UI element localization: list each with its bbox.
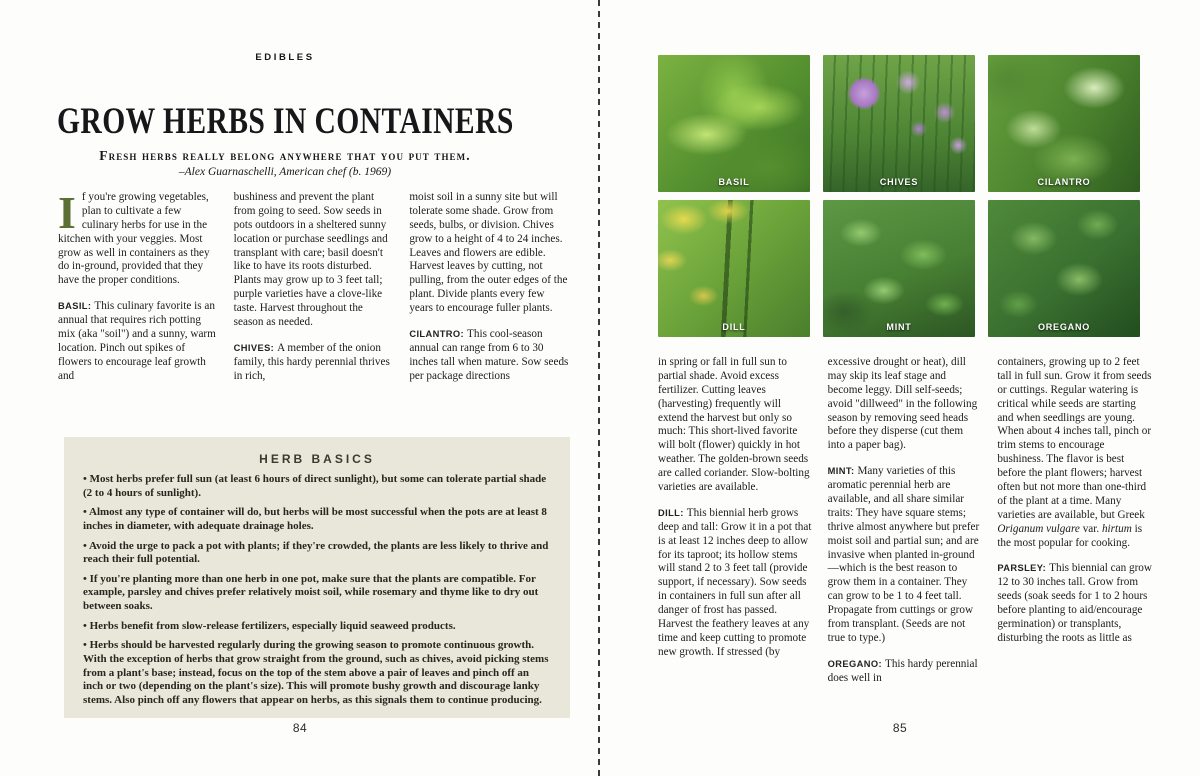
herb-name-label: MINT: <box>827 466 858 477</box>
text-run: in spring or fall in full sun to partial shade. Avoid excess fertilizer. Cutting leaves (harvesting) frequently will extend the harvest but only so much: This short-lived favorite will bolt (flower) quickly in hot weather. The golden-brown seeds are called coriander. Slow-bolting varieties are available. <box>658 356 810 494</box>
italic-text-run: Origanum vulgare <box>997 522 1080 535</box>
herb-basics-list <box>83 473 551 707</box>
text-run: containers, growing up to 2 feet tall in full sun. Grow it from seeds or cuttings. Regular watering is critical while seeds are starting and when seedlings are young. When about 4 inches tall, pinch or trim stems to encourage bushiness. The flavor is best before the plant flowers; harvest often but not more than one-third of the plant at a time. Many varieties are available, but Greek <box>997 356 1152 521</box>
text-run: excessive drought or heat), dill may skip its leaf stage and become leggy. Dill self-seeds; avoid "dillweed" in the following season by removing seed heads before they disperse (cut them into a paper bag). <box>827 356 978 452</box>
body-paragraph <box>997 356 1152 550</box>
photo-caption-label: OREGANO <box>1037 322 1091 332</box>
body-paragraph <box>234 191 395 330</box>
text-column <box>997 356 1152 720</box>
herb-entry-paragraph <box>997 562 1152 645</box>
herb-entry-paragraph <box>658 507 813 660</box>
herb-entry-paragraph <box>828 658 983 686</box>
photo-caption-label: CILANTRO <box>1037 177 1091 187</box>
text-run: This biennial can grow 12 to 30 inches tall. Grow from seeds (soak seeds for 1 to 2 hours before planting to aid/encourage germination) or transplants, disturbing the roots as little as <box>997 562 1152 644</box>
herb-photo-oregano <box>988 200 1140 337</box>
section-kicker: EDIBLES <box>255 52 315 63</box>
herb-entry-paragraph <box>234 342 395 384</box>
herb-basics-bullet: • Avoid the urge to pack a pot with plants; if they're crowded, the plants are less likely to thrive and reach their full potential. <box>83 540 551 567</box>
herb-photo-mint <box>823 200 975 337</box>
body-paragraph <box>409 191 570 316</box>
photo-caption-label: MINT <box>886 322 912 332</box>
text-run: This biennial herb grows deep and tall: Grow it in a pot that is at least 12 inches deep to allow for its taproot; its hollow stems will stand 2 to 3 feet tall (provide support, if necessary). Sow seeds in containers in full sun after all danger of frost has passed. Harvest the feathery leaves at any time and keep cutting to promote new growth. If stressed (by <box>658 506 812 658</box>
photo-caption-label: BASIL <box>718 177 750 187</box>
body-paragraph <box>58 187 219 288</box>
herb-name-label: PARSLEY: <box>997 563 1050 574</box>
herb-name-label: CILANTRO: <box>409 329 468 340</box>
herb-photo-cilantro <box>988 55 1140 192</box>
herb-basics-title: HERB BASICS <box>259 452 375 466</box>
right-body-columns <box>658 356 1152 720</box>
text-column <box>58 187 219 435</box>
body-paragraph <box>828 356 983 453</box>
page-number-right: 85 <box>892 721 908 735</box>
text-column <box>234 191 395 435</box>
page-right <box>600 0 1200 776</box>
photo-caption-label: CHIVES <box>879 177 919 187</box>
herb-photo-chives <box>823 55 975 192</box>
herb-photo-grid <box>658 55 1140 337</box>
herb-basics-bullet: • If you're planting more than one herb in one pot, make sure that the plants are compatible. For example, parsley and chives prefer relatively moist soil, while rosemary and thyme like to dry out between soaks. <box>83 573 551 614</box>
herb-basics-bullet: • Herbs benefit from slow-release fertilizers, especially liquid seaweed products. <box>83 620 551 634</box>
herb-entry-paragraph <box>409 328 570 384</box>
herb-basics-bullet: • Most herbs prefer full sun (at least 6 hours of direct sunlight), but some can tolerate partial shade (2 to 4 hours of sunlight). <box>83 473 551 500</box>
text-run: is the most popular for cooking. <box>997 522 1143 549</box>
text-run: This culinary favorite is an annual that requires rich potting mix (aka "soil") and a sunny, warm location. Pinch out spikes of flowers to encourage leaf growth and <box>58 300 216 382</box>
text-column <box>409 191 570 435</box>
herb-basics-bullet: • Almost any type of container will do, but herbs will be most successful when the pots are at least 8 inches in diameter, with adequate drainage holes. <box>83 506 551 533</box>
text-run: A member of the onion family, this hardy perennial thrives in rich, <box>233 341 390 382</box>
herb-basics-bullet: • Herbs should be harvested regularly during the growing season to promote continuous growth. With the exception of herbs that grow straight from the ground, such as chives, avoid picking stems from a plant's base; instead, focus on the top of the stem above a pair of leaves and pinch off an inch or two (depending on the plant's size). This will promote bushy growth and discourage lanky stems. Also pinch off any flowers that appear on herbs, as this signals them to continue producing. <box>83 639 551 707</box>
herb-name-label: BASIL: <box>58 301 95 312</box>
herb-basics-box <box>64 437 570 718</box>
herb-entry-paragraph <box>58 300 219 383</box>
photo-caption-label: DILL <box>722 322 746 332</box>
text-run: Many varieties of this aromatic perennial herb are available, and all share similar traits: They have square stems; thrive almost anywhere but prefer moist soil and partial sun; and are invasive when planted in-ground—which is the best reason to grow them in a container. They can grow to be 1 to 4 feet tall. Propagate from cuttings or grow from transplant. (Seeds are not true to type.) <box>827 465 980 644</box>
text-run: f you're growing vegetables, plan to cultivate a few culinary herbs for use in the kitchen with your veggies. Most grow as well in containers as they do in-ground, provided that they have the proper conditions. <box>58 191 210 287</box>
herb-photo-dill <box>658 200 810 337</box>
article-subtitle: Fresh herbs really belong anywhere that you put them. <box>99 148 471 163</box>
text-run: var. <box>1079 522 1102 535</box>
body-paragraph <box>658 356 813 495</box>
herb-name-label: OREGANO: <box>827 658 885 669</box>
article-title: GROW HERBS IN CONTAINERS <box>57 101 514 142</box>
left-body-columns <box>58 187 570 435</box>
text-run: This hardy perennial does well in <box>827 657 978 684</box>
text-column <box>828 356 983 720</box>
text-run: This cool-season annual can range from 6 to 30 inches tall when mature. Sow seeds per package directions <box>409 328 569 382</box>
herb-photo-basil <box>658 55 810 192</box>
quote-attribution: –Alex Guarnaschelli, American chef (b. 1969) <box>178 166 392 178</box>
text-run: bushiness and prevent the plant from going to seed. Sow seeds in pots outdoors in a sheltered sunny location or purchase seedlings and transplant with care; basil doesn't like to have its roots disturbed. Plants may grow up to 3 feet tall; purple varieties have a clove-like taste. Harvest throughout the season as needed. <box>233 191 388 329</box>
drop-cap: I <box>58 187 76 238</box>
herb-name-label: CHIVES: <box>233 342 278 353</box>
herb-name-label: DILL: <box>658 507 687 518</box>
page-number-left: 84 <box>292 721 308 735</box>
text-run: moist soil in a sunny site but will tolerate some shade. Grow from seeds, bulbs, or division. Chives grow to a height of 4 to 24 inches. Leaves and flowers are edible. Harvest leaves by cutting, not pulling, from the outer edges of the plant. Divide plants every few years to encourage fuller plants. <box>409 191 568 315</box>
herb-entry-paragraph <box>828 465 983 646</box>
italic-text-run: hirtum <box>1101 522 1132 535</box>
text-column <box>658 356 813 720</box>
